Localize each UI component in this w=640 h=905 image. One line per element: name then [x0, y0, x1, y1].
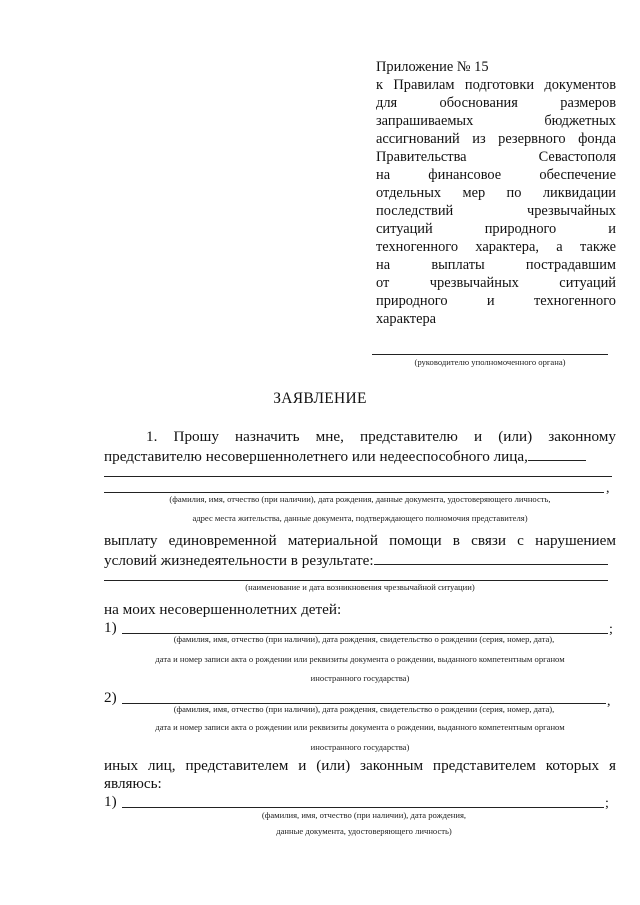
- child-2-caption-3: иностранного государства): [310, 742, 410, 752]
- para2-line1: выплату единовременной материальной помощи в связи с нарушением: [104, 532, 616, 549]
- appendix-line: запрашиваемых бюджетных: [376, 113, 616, 129]
- appendix-line: для обоснования размеров: [376, 95, 616, 111]
- para1-blank-line-2: [104, 492, 604, 493]
- others-caption-1: (фамилия, имя, отчество (при наличии), дата рождения,: [261, 810, 467, 820]
- appendix-line: Правительства Севастополя: [376, 149, 616, 165]
- child-1-caption-1: (фамилия, имя, отчество (при наличии), дата рождения, свидетельство о рождении (серия, номер, дата),: [173, 634, 555, 644]
- appendix-line: на финансовое обеспечение: [376, 167, 616, 183]
- appendix-line: характера: [376, 311, 437, 327]
- para1-comma: ,: [606, 481, 610, 496]
- child-2-caption-1: (фамилия, имя, отчество (при наличии), дата рождения, свидетельство о рождении (серия, номер, дата),: [173, 704, 555, 714]
- others-line2: являюсь:: [104, 775, 162, 792]
- document-title: ЗАЯВЛЕНИЕ: [273, 390, 367, 407]
- appendix-header: [376, 58, 616, 328]
- para1-blank-line: [104, 476, 612, 477]
- others-number: 1): [104, 793, 117, 810]
- appendix-title: Приложение № 15: [376, 59, 489, 75]
- others-end: ;: [605, 796, 609, 811]
- recipient-caption: (руководителю уполномоченного органа): [414, 357, 566, 367]
- child-2-caption-2: дата и номер записи акта о рождении или реквизиты документа о рождении, выданного компетентным органом: [155, 722, 565, 732]
- para2-caption: (наименование и дата возникновения чрезвычайной ситуации): [245, 582, 475, 592]
- child-1-caption-2: дата и номер записи акта о рождении или реквизиты документа о рождении, выданного компетентным органом: [155, 654, 565, 664]
- para2-line2: [104, 550, 616, 570]
- child-2-end: ,: [607, 694, 611, 709]
- para2-line2-text: условий жизнедеятельности в результате:: [104, 552, 374, 569]
- child-1-number: 1): [104, 619, 117, 636]
- para1-line1: 1. Прошу назначить мне, представителю и (или) законному: [146, 428, 616, 445]
- appendix-line: последствий чрезвычайных: [376, 203, 616, 219]
- child-2-number: 2): [104, 689, 117, 706]
- para2-fill: [374, 550, 608, 565]
- appendix-line: ассигнований из резервного фонда: [376, 131, 616, 147]
- appendix-line: от чрезвычайных ситуаций: [376, 275, 616, 291]
- appendix-line: ситуаций природного и: [376, 221, 616, 237]
- others-line: [122, 807, 604, 808]
- recipient-line: [372, 354, 608, 355]
- appendix-line: природного и техногенного: [376, 293, 616, 309]
- appendix-line: техногенного характера, а также: [376, 239, 616, 255]
- child-1-end: ;: [609, 622, 613, 637]
- others-caption-2: данные документа, удостоверяющего личность): [276, 826, 452, 836]
- child-1-caption-3: иностранного государства): [310, 673, 410, 683]
- appendix-line: к Правилам подготовки документов: [376, 77, 616, 93]
- appendix-line: отдельных мер по ликвидации: [376, 185, 616, 201]
- para1-caption-1: (фамилия, имя, отчество (при наличии), дата рождения, данные документа, удостоверяющего личность,: [169, 494, 551, 504]
- appendix-text: [376, 76, 616, 328]
- para1-fill: [528, 446, 586, 461]
- appendix-line: на выплаты пострадавшим: [376, 257, 616, 273]
- para1-caption-2: адрес места жительства, данные документа, подтверждающего полномочия представителя): [192, 513, 528, 523]
- children-heading: на моих несовершеннолетних детей:: [104, 601, 342, 618]
- para1-line2: [104, 446, 616, 466]
- para1-line2-text: представителю несовершеннолетнего или недееспособного лица,: [104, 448, 528, 465]
- others-line1: иных лиц, представителем и (или) законным представителем которых я: [104, 757, 616, 774]
- para2-blank-line: [104, 580, 608, 581]
